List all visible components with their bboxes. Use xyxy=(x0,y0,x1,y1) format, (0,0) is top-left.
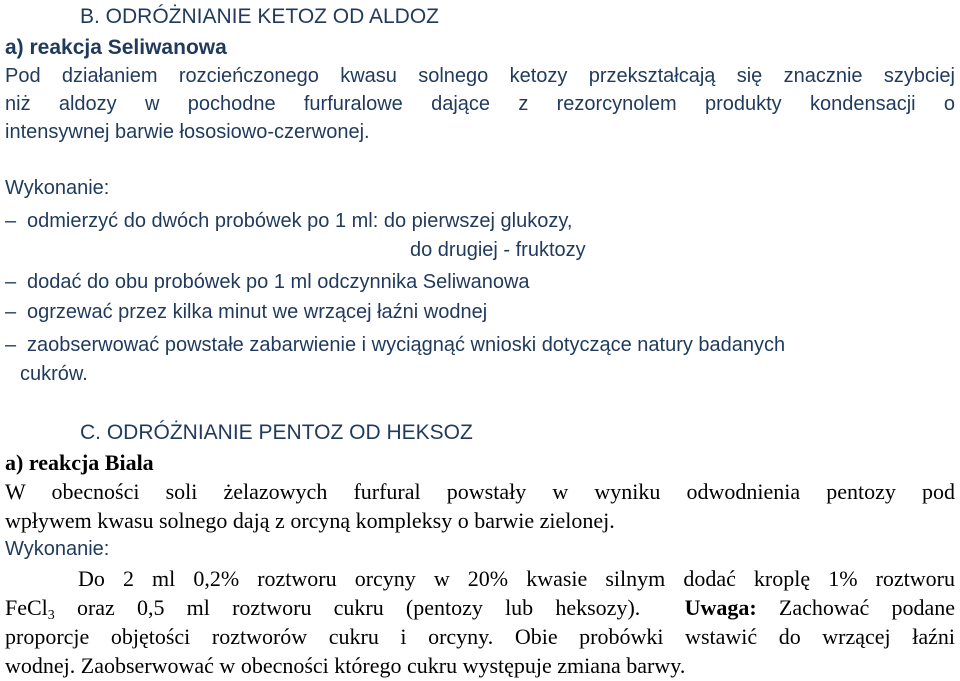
step-2-text: dodać do obu probówek po 1 ml odczynnika Seliwanowa xyxy=(27,271,530,293)
section-c-paragraph-line-1: W obecności soli żelazowych furfural powstały w wyniku odwodnienia pentozy pod xyxy=(5,479,955,504)
step-3-text: ogrzewać przez kilka minut we wrzącej łaźni wodnej xyxy=(27,301,488,323)
dash-bullet: – xyxy=(5,210,17,232)
dash-bullet: – xyxy=(5,271,17,293)
section-b-paragraph-line-2: niż aldozy w pochodne furfuralowe dające z rezorcynolem produkty kondensacji o xyxy=(5,93,955,115)
step-2 xyxy=(5,272,530,292)
step-4 xyxy=(5,335,785,355)
section-b-procedure-label: Wykonanie: xyxy=(5,177,110,199)
step-3 xyxy=(5,302,487,322)
section-c-procedure-label: Wykonanie: xyxy=(5,538,110,560)
section-b-subheading: a) reakcja Seliwanowa xyxy=(5,36,227,59)
step-1 xyxy=(5,211,572,231)
section-b-paragraph-line-1: Pod działaniem rozcieńczonego kwasu solnego ketozy przekształcają się znacznie szybciej xyxy=(5,65,955,87)
fecl-formula: FeCl xyxy=(5,595,48,620)
section-c-heading: C. ODRÓŻNIANIE PENTOZ OD HEKSOZ xyxy=(80,421,473,444)
procedure-line-2-tail: Zachować podane xyxy=(756,595,956,620)
procedure-line-3: proporcje objętości roztworów cukru i orcyny. Obie probówki wstawić do wrzącej łaźni xyxy=(5,624,955,649)
dash-bullet: – xyxy=(5,301,17,323)
step-4-text: zaobserwować powstałe zabarwienie i wyciągnąć wnioski dotyczące natury badanych xyxy=(27,334,786,356)
procedure-line-1: Do 2 ml 0,2% roztworu orcyny w 20% kwasie silnym dodać kroplę 1% roztworu xyxy=(78,566,955,591)
procedure-line-2-text: oraz 0,5 ml roztworu cukru (pentozy lub heksozy). xyxy=(54,595,641,620)
section-b-heading: B. ODRÓŻNIANIE KETOZ OD ALDOZ xyxy=(80,5,439,28)
step-1-continuation: do drugiej - fruktozy xyxy=(410,239,586,261)
dash-bullet: – xyxy=(5,334,17,356)
section-c-paragraph-line-2: wpływem kwasu solnego dają z orcyną kompleksy o barwie zielonej. xyxy=(5,508,615,533)
step-4-continuation: cukrów. xyxy=(20,363,88,385)
warning-label: Uwaga: xyxy=(684,595,757,620)
section-c-subheading: a) reakcja Biala xyxy=(5,450,154,475)
procedure-line-2 xyxy=(5,595,956,623)
step-1-text: odmierzyć do dwóch probówek po 1 ml: do pierwszej glukozy, xyxy=(27,210,573,232)
procedure-line-4: wodnej. Zaobserwować w obecności którego cukru występuje zmiana barwy. xyxy=(5,653,686,678)
fecl-subscript: 3 xyxy=(47,608,55,623)
section-b-paragraph-line-3: intensywnej barwie łososiowo-czerwonej. xyxy=(5,121,370,143)
